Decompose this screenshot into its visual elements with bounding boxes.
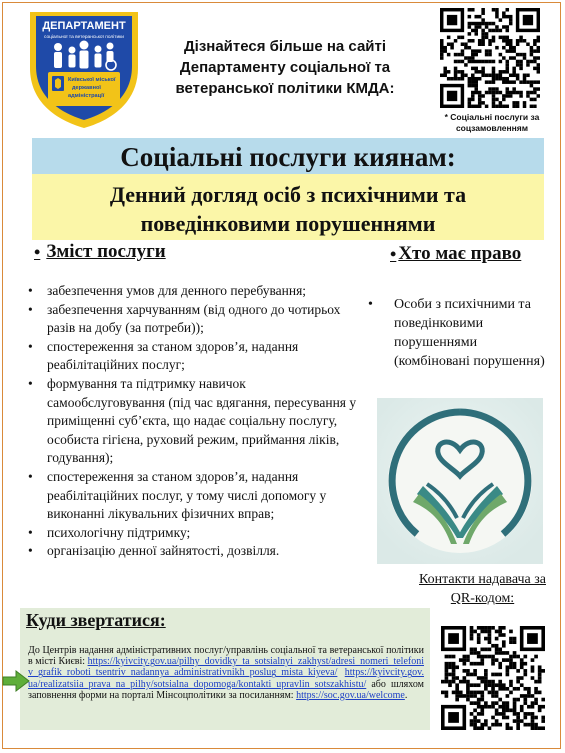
list-item: • забезпечення умов для денного перебування; [28,282,358,301]
provider-contacts-label [405,570,560,608]
list-item: • забезпечення харчуванням (від одного до чотирьох разів на добу (за потреби)); [28,301,358,338]
where-to-go-middle: або шляхом заповнення форми на порталі Мінсоцполітики за посиланням: [28,678,424,701]
rights-heading-text: Хто має право [398,243,522,264]
logo-title: ДЕПАРТАМЕНТ [42,20,126,32]
bullet-icon: • [390,243,397,264]
contacts-line-1: Контакти надавача за [419,572,546,587]
rights-section-heading [390,243,521,265]
logo-org-line2: державної [72,85,101,91]
eligibility-description: Особи з психічними та поведінковими порушеннями (комбіновані порушення) [394,297,545,369]
where-to-go-intro: До Центрів надання адміністративних послуг/управлінь соціальної та ветеранської політики в місті Києві: [28,645,424,668]
kyiv-emblem-icon [52,76,64,91]
header-line-1: Дізнайтеся більше на сайті [183,38,387,55]
where-to-go-heading: Куди звертатися: [26,610,166,630]
website-qr-code[interactable] [440,8,540,108]
service-subtitle [32,174,544,240]
care-hands-heart-icon [377,398,543,564]
service-content-list [28,282,358,561]
arrow-right-icon [2,670,30,692]
logo-subtitle: соціальної та ветеранської політики [44,35,124,40]
header-line-3: ветеранської політики КМДА: [175,80,395,97]
list-item: • спостереження за станом здоров’я, надання реабілітаційних послуг, у тому числі допомогу у виконанні лікувальних фізичних вправ; [28,468,358,524]
header-line-2: Департаменту соціальної та [179,59,391,76]
qr-caption-line-2: соцзамовленням [455,123,529,133]
header-text [150,36,420,99]
qr-caption-line-1: * Соціальні послуги за [444,112,540,122]
admin-centers-link[interactable]: https://kyivcity.gov.ua/pilhy_dovidky_ta_sotsialnyi_zakhyst/adresi_nomeri_telefoniv_grafik_roboti_tsentriv_nadannya_administrativnikh_poslug_mista_kiyeva/ [28,656,424,679]
logo-org-line1: Київської міської [68,77,116,83]
eligibility-text [368,295,548,371]
department-logo [28,10,140,130]
list-item: • психологічну підтримку; [28,524,358,543]
subtitle-line-2: поведінковими порушеннями [140,211,436,236]
list-item: • спостереження за станом здоров’я, надання реабілітаційних послуг; [28,338,358,375]
list-item: • формування та підтримку навичок самообслуговування (під час вдягання, пересування у приміщенні суб’єкта, що надає соціальну послугу, особиста гігієна, руховий режим, приймання ліків, годування); [28,375,358,468]
contacts-line-2: QR-кодом: [450,591,515,606]
qr-caption [432,112,552,134]
bullet-icon: • [368,297,373,312]
where-to-go-text [28,645,424,701]
page-title: Соціальні послуги киянам: [32,138,544,174]
social-departments-link[interactable]: https://kyivcity.gov.ua/realizatsiia_prava_na_pilhy/sotsialna_dopomoga/kontakti_upravlin_sotszakhistu/ [28,667,424,690]
ministry-portal-link[interactable]: https://soc.gov.ua/welcome [296,689,405,701]
bullet-icon: • [34,241,41,262]
where-to-go-box [20,608,430,730]
provider-contacts-qr-code[interactable] [441,626,545,730]
content-heading-text: Зміст послуги [46,241,166,262]
where-to-go-end: . [404,689,408,701]
list-item: • організацію денної зайнятості, дозвілля. [28,542,358,561]
logo-org-line3: адміністрації [68,93,105,99]
content-section-heading [34,241,166,263]
subtitle-line-1: Денний догляд осіб з психічними та [109,182,467,207]
